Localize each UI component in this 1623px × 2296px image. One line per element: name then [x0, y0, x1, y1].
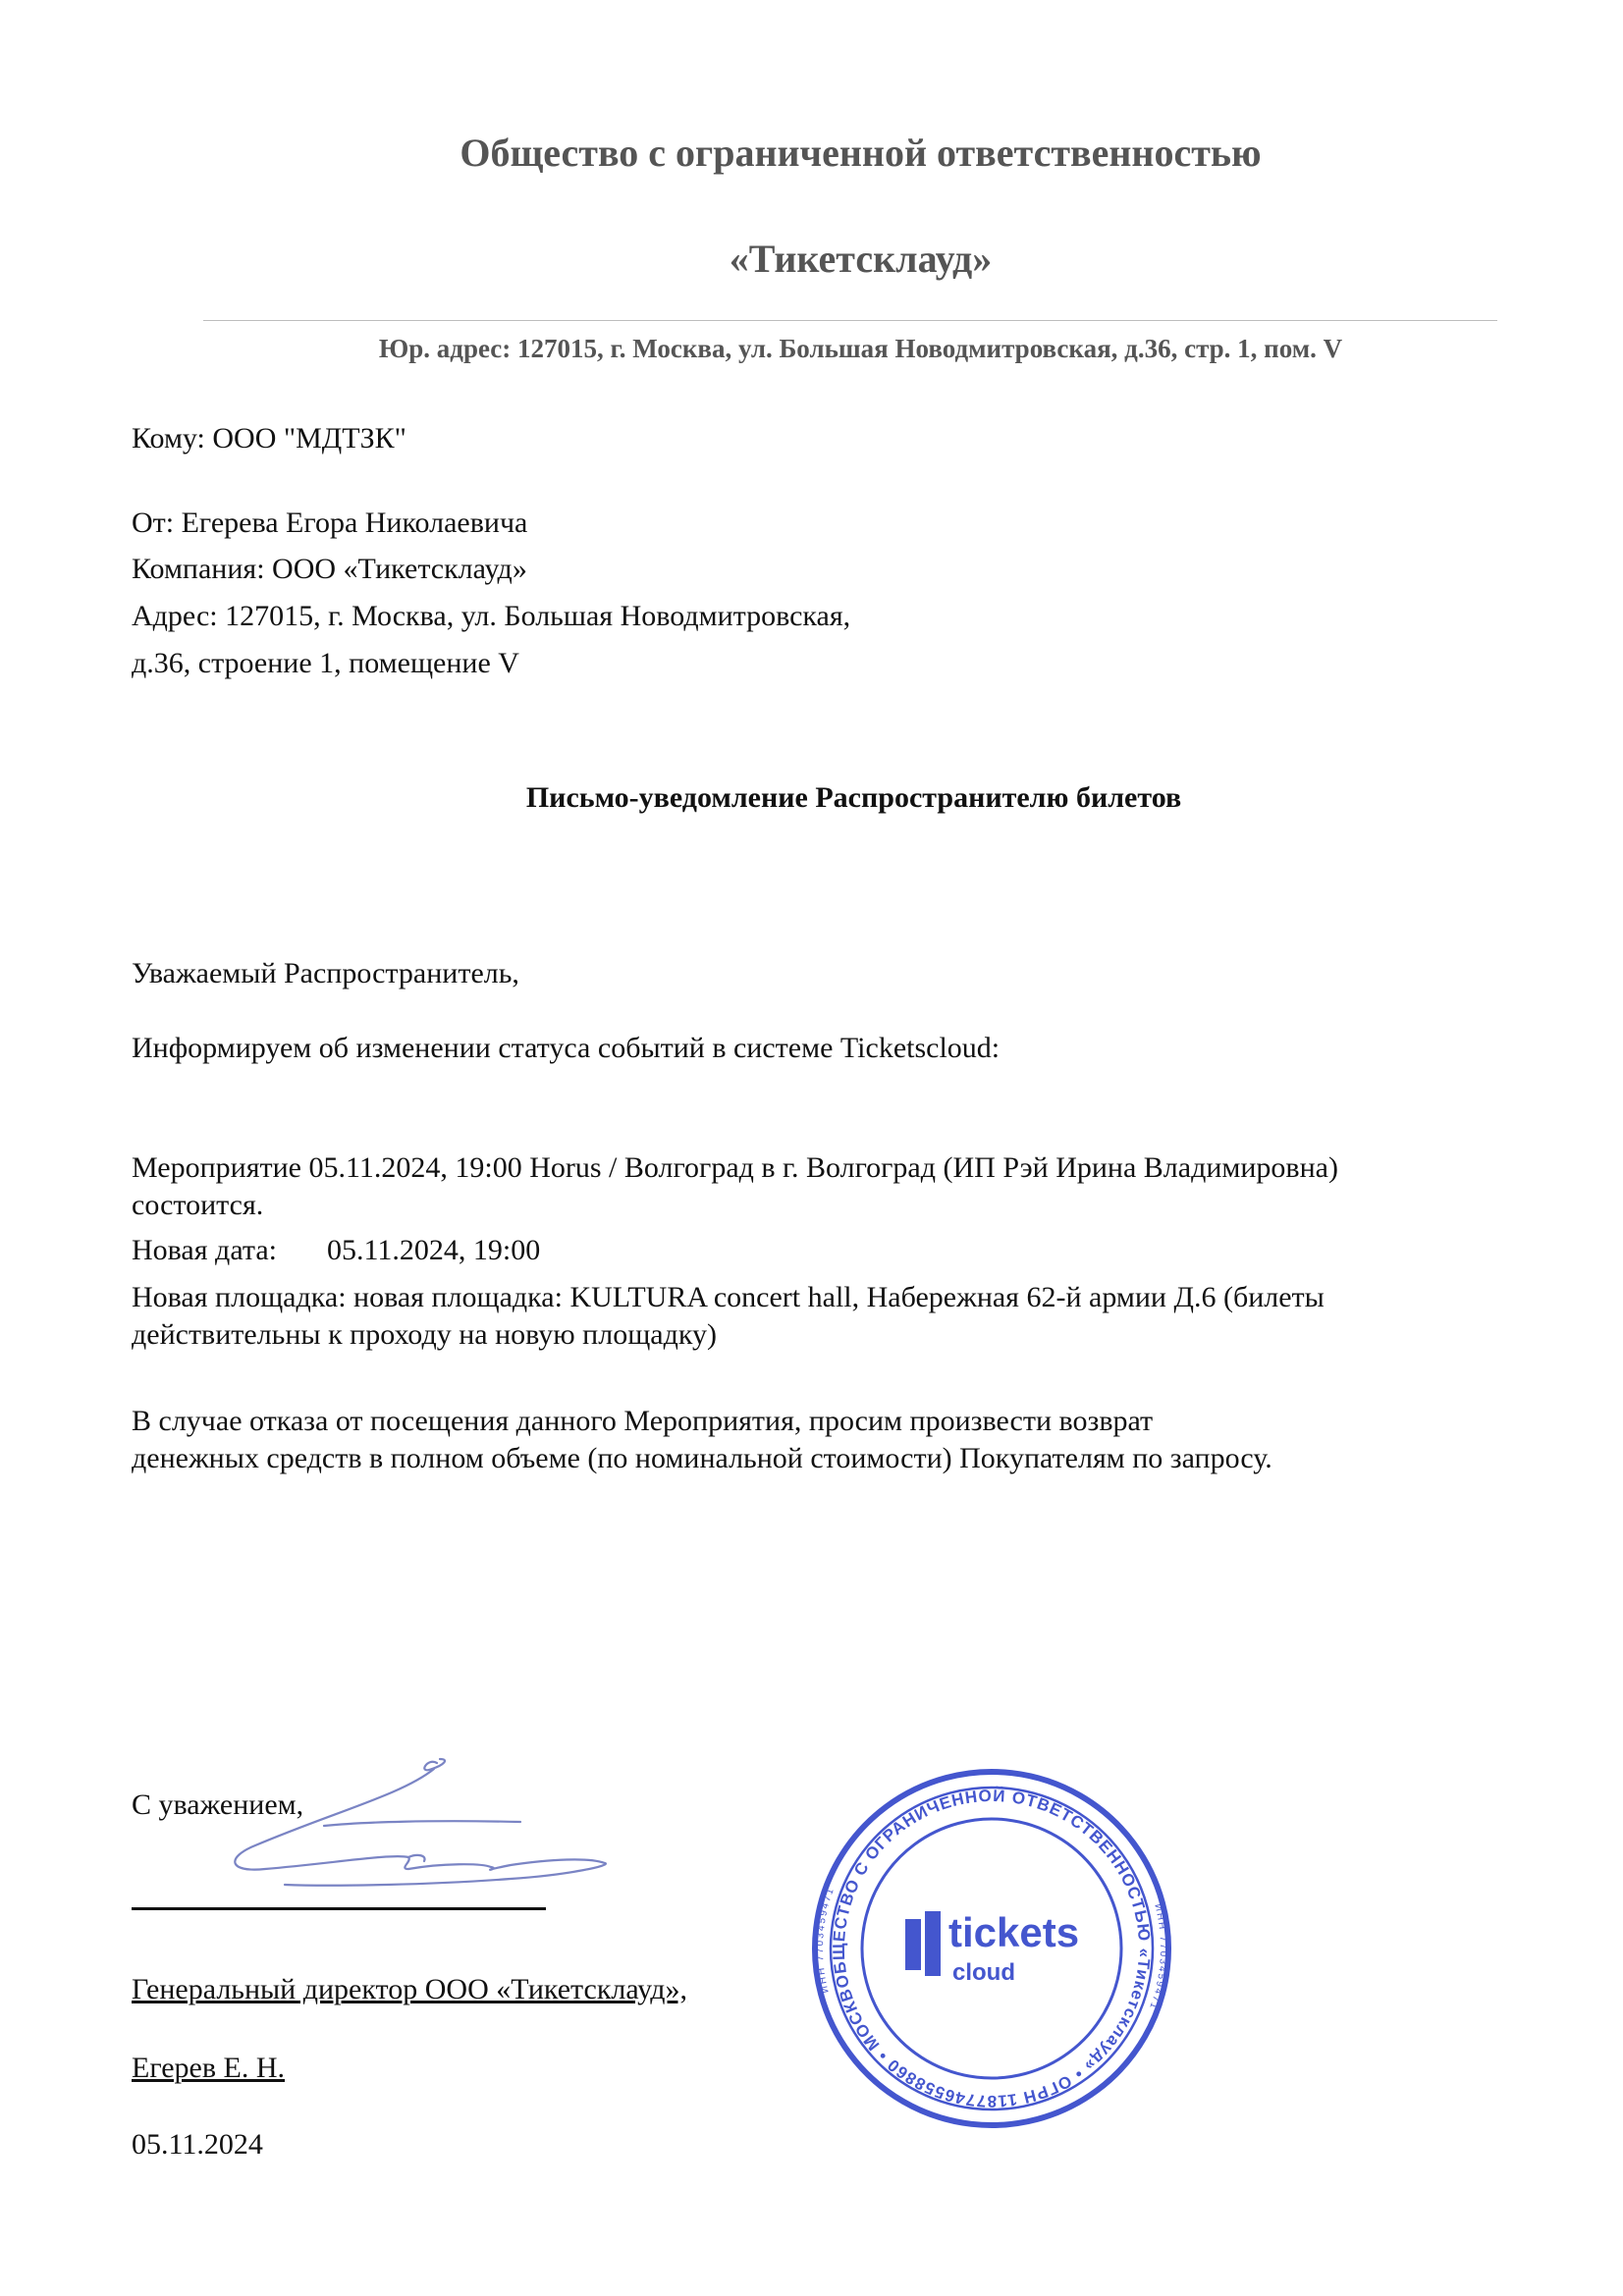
- svg-text:ОБЩЕСТВО С ОГРАНИЧЕННОЙ ОТВЕТС: ОБЩЕСТВО С ОГРАНИЧЕННОЙ ОТВЕТСТВЕННОСТЬЮ «Тикетсклауд» • ОГРН 1187746558860 • МОСКВА: [829, 1786, 1155, 2111]
- letter-date: 05.11.2024: [132, 2128, 263, 2161]
- greeting: Уважаемый Распространитель,: [132, 957, 519, 989]
- to-line: Кому: ООО "МДТЗК": [132, 422, 406, 454]
- svg-text:tickets: tickets: [948, 1909, 1080, 1955]
- company-stamp: [805, 1762, 1178, 2135]
- new-date-value: 05.11.2024, 19:00: [327, 1234, 541, 1266]
- signer-position: Генеральный директор ООО «Тикетсклауд»,: [132, 1973, 688, 2005]
- venue-line-2: действительны к проходу на новую площадку): [132, 1318, 718, 1351]
- letter-title: Письмо-уведомление Распространителю билетов: [525, 781, 1182, 814]
- handwritten-signature: [216, 1747, 628, 1904]
- venue-line-1: Новая площадка: новая площадка: KULTURA concert hall, Набережная 62-й армии Д.6 (билеты: [132, 1281, 1325, 1313]
- from-line: От: Егерева Егора Николаевича: [132, 507, 528, 539]
- company-name-line1: Общество с ограниченной ответственностью: [460, 131, 1262, 175]
- intro-text: Информируем об изменении статуса событий в системе Ticketscloud:: [132, 1032, 1001, 1064]
- header-divider: [203, 320, 1497, 321]
- signer-name: Егерев Е. Н.: [132, 2052, 286, 2084]
- svg-text:ИНН 7703459471: ИНН 7703459471: [1146, 1902, 1169, 2012]
- refund-line-2: денежных средств в полном объеме (по номинальной стоимости) Покупателям по запросу.: [132, 1442, 1272, 1474]
- company-name-line2: «Тикетсклауд»: [729, 237, 993, 281]
- event-line-1: Мероприятие 05.11.2024, 19:00 Horus / Волгоград в г. Волгоград (ИП Рэй Ирина Владимировна): [132, 1151, 1338, 1184]
- event-line-2: состоится.: [132, 1189, 264, 1221]
- address-line-2: д.36, строение 1, помещение V: [132, 647, 519, 679]
- new-date-label: Новая дата:: [132, 1234, 277, 1266]
- legal-address: Юр. адрес: 127015, г. Москва, ул. Большая Новодмитровская, д.36, стр. 1, пом. V: [378, 334, 1343, 363]
- signature-line: [132, 1907, 546, 1910]
- closing: С уважением,: [132, 1789, 304, 1821]
- svg-text:ИНН 7703459471: ИНН 7703459471: [814, 1885, 838, 1995]
- svg-text:cloud: cloud: [952, 1959, 1015, 1986]
- refund-line-1: В случае отказа от посещения данного Мероприятия, просим произвести возврат: [132, 1405, 1154, 1437]
- company-line: Компания: ООО «Тикетсклауд»: [132, 553, 527, 585]
- address-line-1: Адрес: 127015, г. Москва, ул. Большая Новодмитровская,: [132, 600, 851, 632]
